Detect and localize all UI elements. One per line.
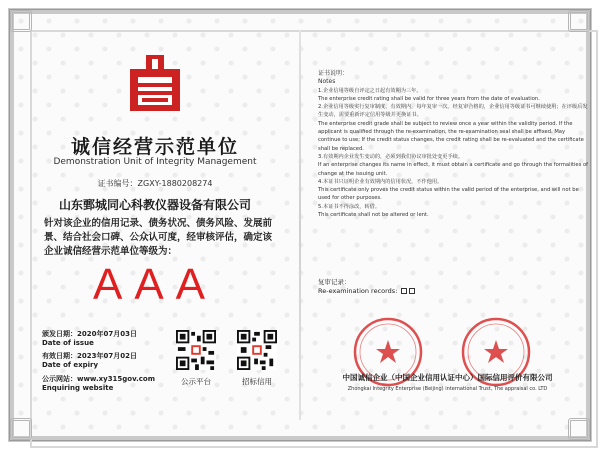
corner-ornament — [10, 418, 32, 440]
website-en: Enquiring website — [42, 384, 114, 392]
re-examination-records — [318, 278, 588, 296]
enquiry-website — [42, 375, 155, 393]
note-line: 2.企业信用等级实行复审制度，有效期内，每年复审一次。经复审合格的，企业信用等级证书可继续使用；在评级后发生变动，需要重新评定信用等级并更换证书。 — [318, 104, 588, 119]
notes-header-en: Notes — [318, 78, 336, 86]
note-line: 1.企业信用等级自评定之日起有效期为三年。 — [318, 87, 422, 94]
qr-code-icon[interactable] — [237, 330, 277, 370]
certificate-title-en: Demonstration Unit of Integrity Management — [53, 157, 257, 167]
re-exam-en: Re-examination records: — [318, 287, 398, 295]
certificate-title: 诚信经营示范单位 — [70, 136, 239, 158]
note-line: 3.有效期内企业发生变动的，必须到我们协议审批处变更手续。 — [318, 153, 464, 160]
note-line: If an enterprise changes its name in effect, it must obtain a certificate and go through the formalities of change at the issuing unit. — [318, 162, 588, 177]
note-line: The enterprise credit rating shall be valid for three years from the date of evaluation. — [318, 95, 540, 102]
note-line: This certificate shall not be altered or lent. — [318, 212, 429, 219]
checkbox-icon — [401, 288, 407, 294]
re-exam-cn: 复审记录： — [318, 278, 351, 286]
qr-code-icon[interactable] — [176, 330, 216, 370]
certificate-number: 证书编号：ZGXY-1880208274 — [97, 179, 213, 188]
integrity-logo-icon — [124, 53, 186, 115]
corner-ornament — [10, 10, 32, 32]
corner-ornament — [568, 418, 590, 440]
company-name: 山东鄄城同心科教仪器设备有限公司 — [58, 198, 251, 212]
corner-ornament — [568, 10, 590, 32]
expiry-date-en: Date of expiry — [42, 361, 99, 369]
note-line: The enterprise credit grade shall be subject to review once a year within the validity period. If the applicant is qualified through the re-examination, the re-examination seal shall be affixed. May continue to use; If the credit status changes, the credit rating shall be re-evaluated and the certificate shall be replaced. — [318, 120, 584, 152]
issue-date-cn: 颁发日期：2020年07月03日 — [42, 330, 137, 338]
issuer-name-en: Zhongkai Integrity Enterprise (Beijing) international Trust, The appraisal co. LTD — [347, 386, 548, 392]
certificate-notes — [318, 70, 588, 219]
issue-date — [42, 330, 137, 348]
website-cn: 公示网站：www.xy315gov.com — [42, 375, 156, 383]
issuer-name: 中国诚信企业（中国企业信用认证中心）国际信用评价有限公司 — [342, 373, 553, 382]
re-exam-en-row — [318, 287, 588, 296]
notes-header-cn: 证书说明： — [318, 70, 349, 77]
checkbox-icon — [409, 288, 415, 294]
qr-label-tender: 招标信用 — [242, 377, 272, 386]
certificate-description: 针对该企业的信用记录、债务状况、债务风险、发展前景、结合社会口碑、公众认可度，经审核评估，确定该企业诚信经营示范单位等级为： — [44, 218, 273, 257]
issue-date-en: Date of issue — [42, 339, 94, 347]
qr-label-public: 公示平台 — [181, 377, 211, 386]
note-line: 4.本证书只证明企业有效期内的信用状况，不作他用。 — [318, 178, 443, 185]
expiry-date — [42, 352, 137, 370]
rating-grade: AAA — [92, 260, 218, 309]
note-line: This certificate only proves the credit status within the valid period of the enterprise, and will not be used for other purposes. — [318, 187, 579, 202]
note-line: 5.本证书不得涂改，转借。 — [318, 203, 381, 210]
expiry-date-cn: 有效日期：2023年07月02日 — [42, 352, 137, 360]
center-divider — [299, 30, 301, 420]
